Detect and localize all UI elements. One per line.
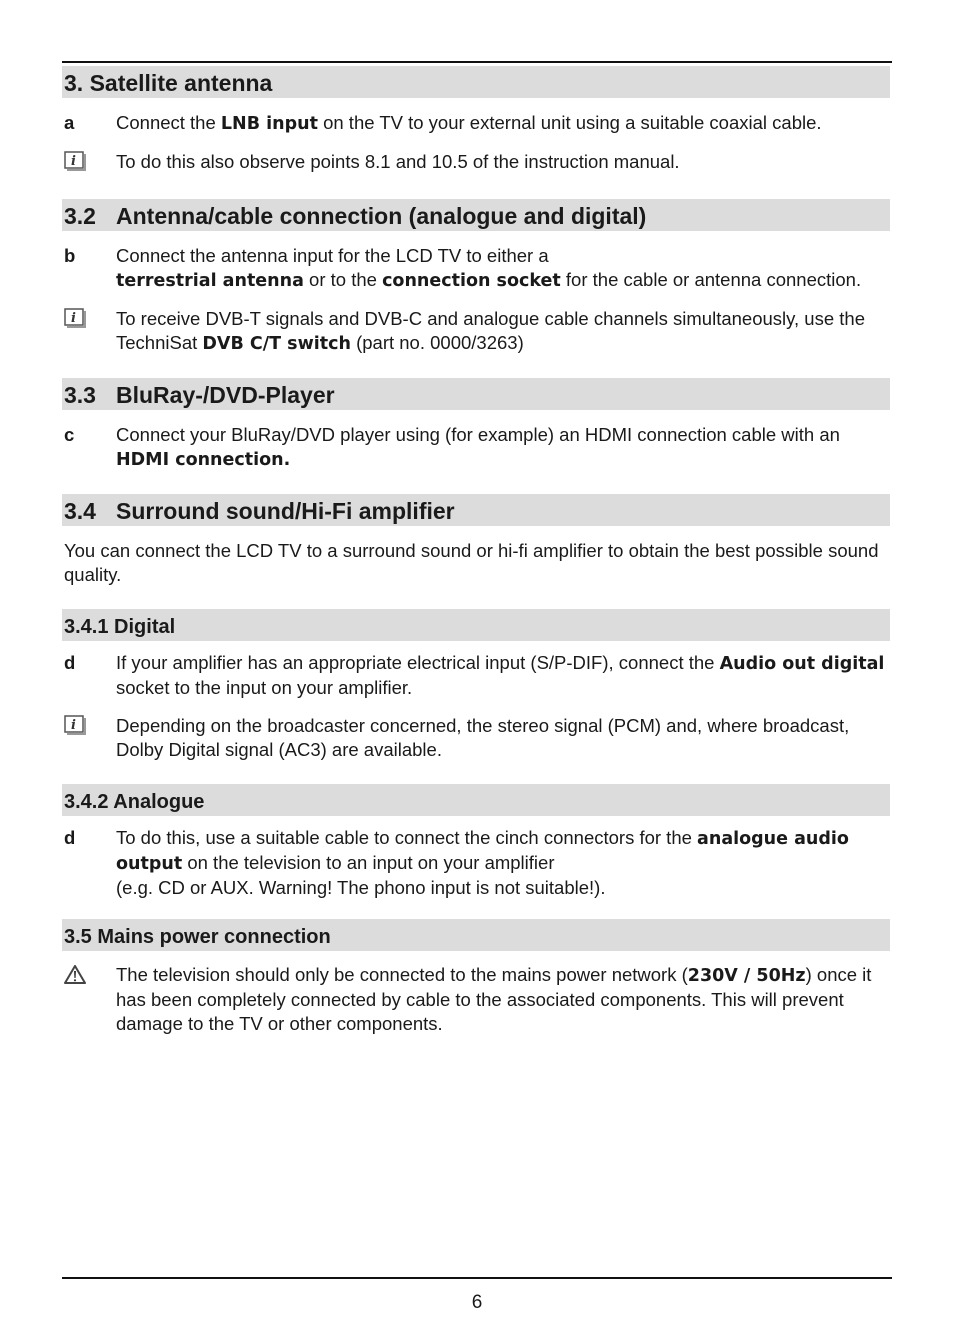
step-marker: b xyxy=(64,245,76,266)
step-c xyxy=(62,423,890,472)
step-marker: a xyxy=(64,112,75,133)
info-note xyxy=(62,150,890,177)
section-heading-bluray-dvd: 3.3 BluRay-/DVD-Player xyxy=(62,378,890,410)
step-text: Connect the antenna input for the LCD TV to either a terrestrial antenna or to the connection socket for the cable or antenna connection. xyxy=(116,245,862,291)
page-number: 6 xyxy=(471,1292,483,1313)
note-text: To receive DVB-T signals and DVB-C and analogue cable channels simultaneously, use the TechniSat DVB C/T switch (part no. 0000/3263) xyxy=(116,308,865,354)
step-d-digital xyxy=(62,651,890,700)
subsection-heading-analogue: 3.4.2 Analogue xyxy=(62,784,890,816)
note-text: To do this also observe points 8.1 and 10.5 of the instruction manual. xyxy=(116,151,680,172)
top-rule xyxy=(62,61,892,63)
section-heading-surround-sound: 3.4 Surround sound/Hi-Fi amplifier xyxy=(62,494,890,526)
section-intro: You can connect the LCD TV to a surround sound or hi-fi amplifier to obtain the best possible sound quality. xyxy=(64,540,879,585)
step-text: Connect your BluRay/DVD player using (for example) an HDMI connection cable with an HDMI connection. xyxy=(116,424,840,470)
step-text: Connect the LNB input on the TV to your external unit using a suitable coaxial cable. xyxy=(116,112,822,134)
step-d-analogue xyxy=(62,826,890,900)
warning-triangle-icon xyxy=(64,965,86,991)
step-text: To do this, use a suitable cable to connect the cinch connectors for the analogue audio output on the television to an input on your amplifier (e.g. CD or AUX. Warning! The phono input is not suitable!). xyxy=(116,827,849,898)
svg-text:i: i xyxy=(71,154,76,169)
step-b xyxy=(62,244,890,293)
info-note xyxy=(62,714,890,762)
note-text: Depending on the broadcaster concerned, the stereo signal (PCM) and, where broadcast, Dolby Digital signal (AC3) are available. xyxy=(116,715,850,760)
step-text: If your amplifier has an appropriate electrical input (S/P-DIF), connect the Audio out digital socket to the input on your amplifier. xyxy=(116,652,885,698)
step-marker: d xyxy=(64,652,76,673)
section-heading-satellite-antenna: 3. Satellite antenna xyxy=(62,66,890,98)
step-marker: c xyxy=(64,424,75,445)
info-icon xyxy=(64,308,86,328)
svg-text:i: i xyxy=(71,718,76,733)
warning-note xyxy=(62,963,890,1036)
svg-text:i: i xyxy=(71,311,76,326)
step-marker: d xyxy=(64,827,76,848)
info-note xyxy=(62,307,890,356)
section-heading-antenna-cable: 3.2 Antenna/cable connection (analogue and digital) xyxy=(62,199,890,231)
info-icon xyxy=(64,715,86,735)
step-a xyxy=(62,111,890,136)
info-icon xyxy=(64,151,86,171)
subsection-heading-mains-power: 3.5 Mains power connection xyxy=(62,919,890,951)
warning-text: The television should only be connected to the mains power network (230V / 50Hz) once it has been completely connected by cable to the associated components. This will prevent damage to the TV or other components. xyxy=(116,964,872,1034)
bottom-rule xyxy=(62,1277,892,1279)
manual-page-content xyxy=(62,66,890,1036)
subsection-heading-digital: 3.4.1 Digital xyxy=(62,609,890,641)
